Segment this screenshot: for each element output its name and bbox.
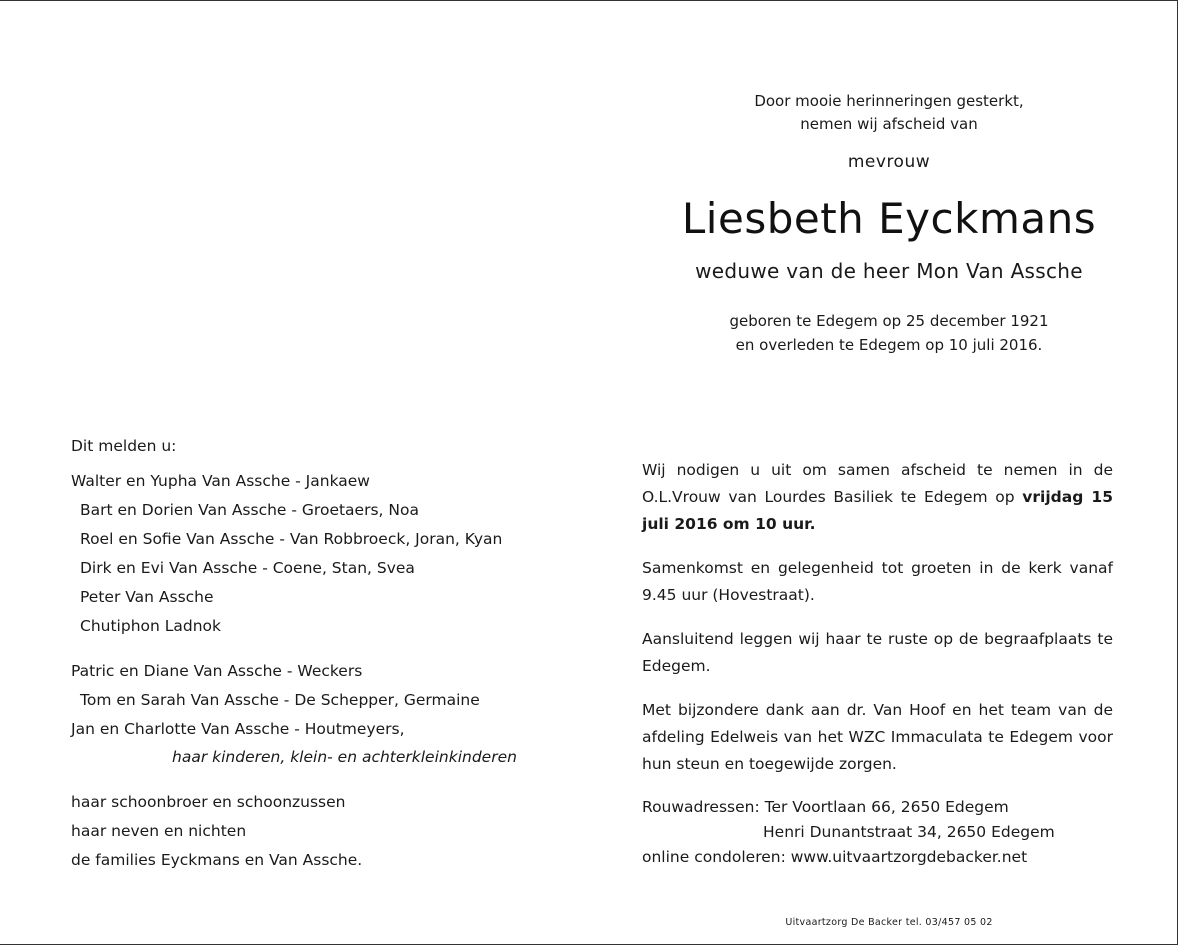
family-line: Tom en Sarah Van Assche - De Schepper, Germaine: [80, 691, 480, 709]
ceremony-datetime: vrijdag 15 juli 2016 om 10 uur.: [642, 488, 1113, 533]
intro-text: [700, 90, 1078, 136]
family-line: Jan en Charlotte Van Assche - Houtmeyers,: [71, 720, 405, 738]
online-condolence: online condoleren: www.uitvaartzorgdebacker.net: [642, 848, 1028, 866]
intro-line-1: Door mooie herinneringen gesterkt,: [754, 92, 1024, 110]
family-group-3: [71, 788, 541, 875]
family-line: Bart en Dorien Van Assche - Groetaers, Noa: [80, 501, 419, 519]
family-line: Dirk en Evi Van Assche - Coene, Stan, Svea: [80, 559, 415, 577]
intro-line-2: nemen wij afscheid van: [800, 115, 978, 133]
address-line-2: Henri Dunantstraat 34, 2650 Edegem: [763, 823, 1055, 841]
burial-paragraph: Aansluitend leggen wij haar te ruste op de begraafplaats te Edegem.: [642, 630, 1113, 675]
addresses: [642, 795, 1113, 870]
life-dates: [700, 309, 1078, 357]
gathering-paragraph: Samenkomst en gelegenheid tot groeten in de kerk vanaf 9.45 uur (Hovestraat).: [642, 559, 1113, 604]
birth-line: geboren te Edegem op 25 december 1921: [729, 312, 1049, 330]
announcers-lead: Dit melden u:: [71, 437, 177, 455]
family-line: Patric en Diane Van Assche - Weckers: [71, 662, 363, 680]
family-line: Roel en Sofie Van Assche - Van Robbroeck, Joran, Kyan: [80, 530, 503, 548]
death-line: en overleden te Edegem op 10 juli 2016.: [735, 336, 1043, 354]
family-line: haar schoonbroer en schoonzussen: [71, 793, 346, 811]
family-group-2: [71, 657, 541, 771]
family-line: Chutiphon Ladnok: [80, 617, 222, 635]
salutation: mevrouw: [847, 152, 931, 172]
family-line: Peter Van Assche: [80, 588, 214, 606]
address-line-1: Rouwadressen: Ter Voortlaan 66, 2650 Edegem: [642, 798, 1009, 816]
family-line: Walter en Yupha Van Assche - Jankaew: [71, 472, 370, 490]
family-line: de families Eyckmans en Van Assche.: [71, 851, 363, 869]
ceremony-info: [642, 457, 1113, 870]
invitation-paragraph: [642, 457, 1113, 538]
family-group-1: [71, 467, 541, 641]
children-note: haar kinderen, klein- en achterkleinkinderen: [172, 748, 517, 766]
deceased-name: Liesbeth Eyckmans: [681, 194, 1097, 243]
funeral-home-footer: Uitvaartzorg De Backer tel. 03/457 05 02: [785, 917, 993, 928]
family-line: haar neven en nichten: [71, 822, 247, 840]
invitation-text: Wij nodigen u uit om samen afscheid te nemen in de O.L.Vrouw van Lourdes Basiliek te Edegem op: [642, 461, 1113, 506]
announcers-list: [71, 435, 541, 875]
thanks-paragraph: Met bijzondere dank aan dr. Van Hoof en het team van de afdeling Edelweis van het WZC Immaculata te Edegem voor hun steun en toegewijde zorgen.: [642, 701, 1113, 773]
widow-line: weduwe van de heer Mon Van Assche: [695, 259, 1083, 283]
